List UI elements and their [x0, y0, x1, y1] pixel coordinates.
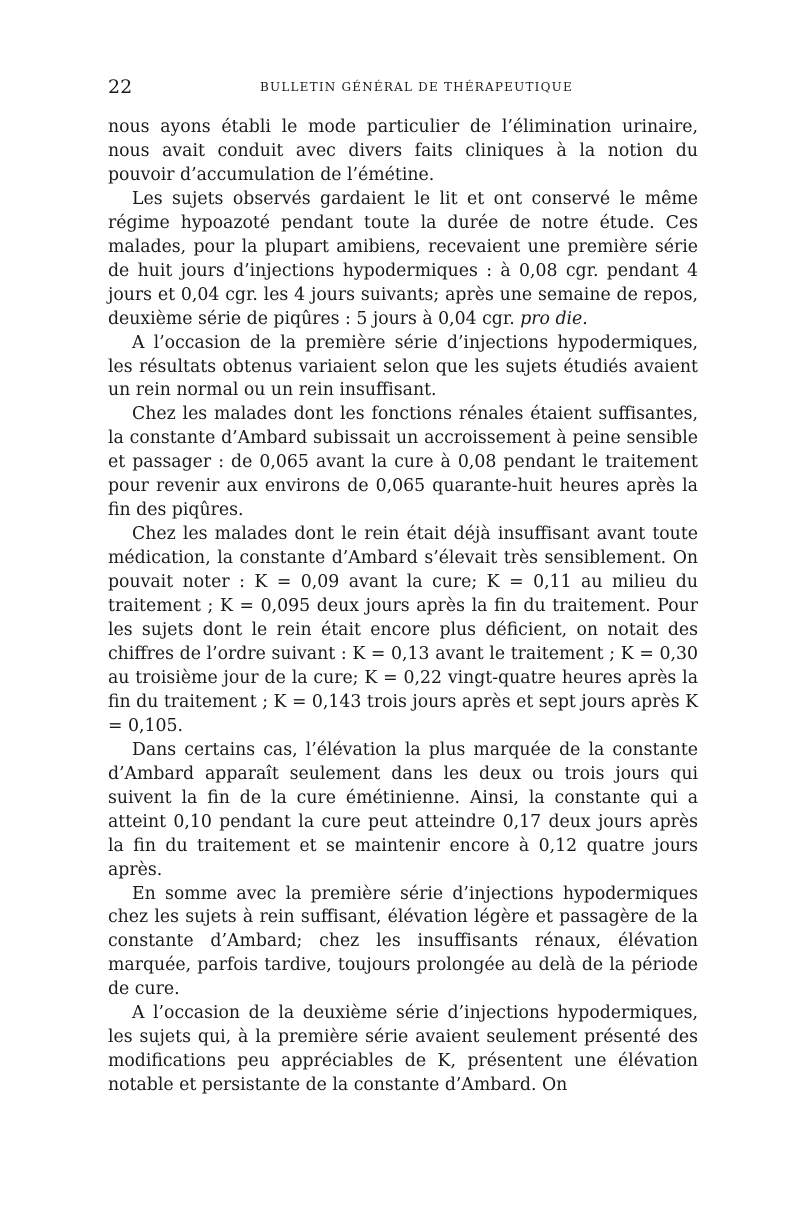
paragraph-4: Chez les malades dont les fonctions rénales étaient suffisantes, la constante d’Ambard subissait un accroissement à peine sensible et passager : de 0,065 avant la cure à 0,08 pendant le traitement pour revenir aux environs de 0,065 quarante-huit heures après la fin des piqûres. [108, 404, 698, 521]
paragraph-5: Chez les malades dont le rein était déjà insuffisant avant toute médication, la constante d’Ambard s’élevait très sensiblement. On pouvait noter : K = 0,09 avant la cure; K = 0,11 au milieu du traitement ; K = 0,095 deux jours après la fin du traitement. Pour les sujets dont le rein était encore plus déficient, on notait des chiffres de l’ordre suivant : K = 0,13 avant le traitement ; K = 0,30 au troisième jour de la cure; K = 0,22 vingt-quatre heures après la fin du traitement ; K = 0,143 trois jours après et sept jours après K = 0,105. [108, 524, 699, 736]
paragraph-2-italic: pro die. [520, 308, 588, 329]
body-text [108, 116, 698, 1098]
paragraph-1: nous ayons établi le mode particulier de l’élimination urinaire, nous avait conduit avec divers faits cliniques à la notion du pouvoir d’accumulation de l’émétine. [108, 117, 698, 185]
paragraph-2 [108, 188, 698, 332]
running-title: BULLETIN GÉNÉRAL DE THÉRAPEUTIQUE [260, 80, 573, 94]
page-header [108, 76, 698, 100]
paragraph-2-text: Les sujets observés gardaient le lit et ont conservé le même régime hypoazoté pendant toute la durée de notre étude. Ces malades, pour la plupart amibiens, recevaient une première série de huit jours d’injections hypodermiques : à 0,08 cgr. pendant 4 jours et 0,04 cgr. les 4 jours suivants; après une semaine de repos, deuxième série de piqûres : 5 jours à 0,04 cgr. [108, 188, 698, 329]
paragraph-6: Dans certains cas, l’élévation la plus marquée de la constante d’Ambard apparaît seulement dans les deux ou trois jours qui suivent la fin de la cure émétinienne. Ainsi, la constante qui a atteint 0,10 pendant la cure peut atteindre 0,17 deux jours après la fin du traitement et se maintenir encore à 0,12 quatre jours après. [108, 739, 698, 880]
paragraph-3: A l’occasion de la première série d’injections hypodermiques, les résultats obtenus variaient selon que les sujets étudiés avaient un rein normal ou un rein insuffisant. [108, 332, 698, 401]
paragraph-8: A l’occasion de la deuxième série d’injections hypodermiques, les sujets qui, à la première série avaient seulement présenté des modifications peu appréciables de K, présentent une élévation notable et persistante de la constante d’Ambard. On [108, 1003, 698, 1096]
page-number: 22 [108, 76, 133, 98]
paragraph-7: En somme avec la première série d’injections hypodermiques chez les sujets à rein suffisant, élévation légère et passagère de la constante d’Ambard; chez les insuffisants rénaux, élévation marquée, parfois tardive, toujours prolongée au delà de la période de cure. [108, 883, 698, 1000]
